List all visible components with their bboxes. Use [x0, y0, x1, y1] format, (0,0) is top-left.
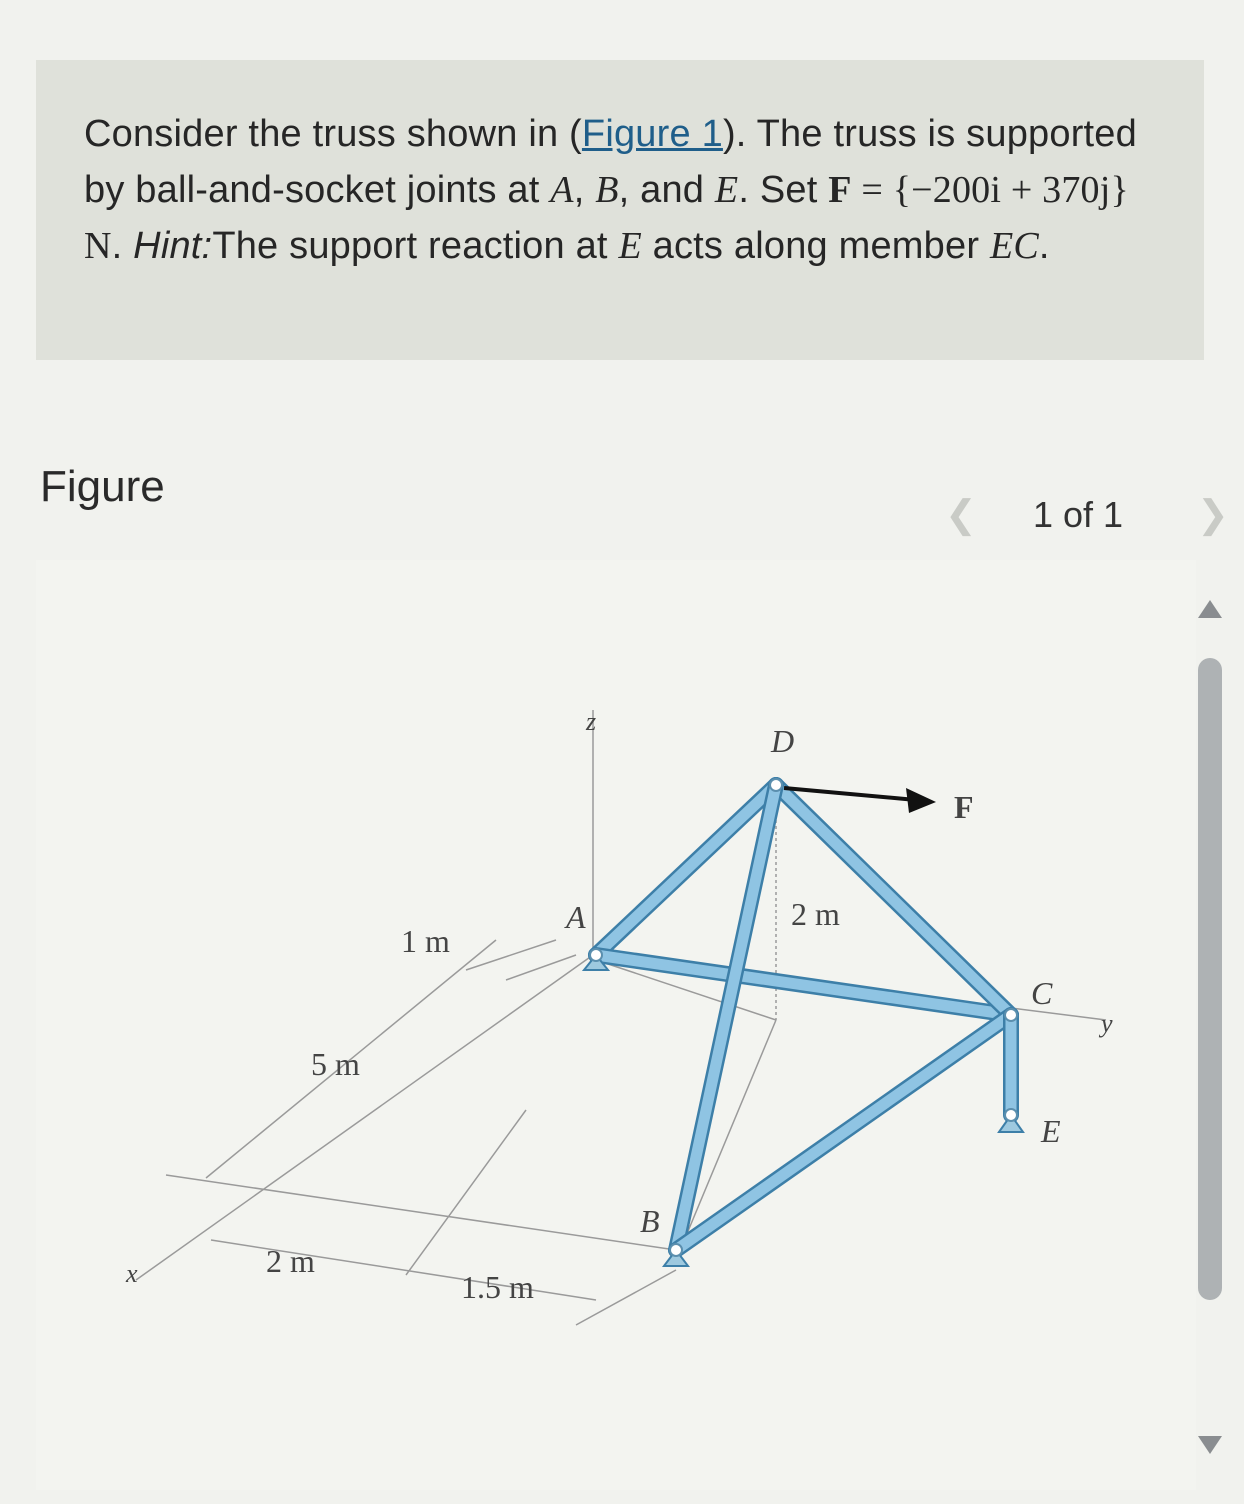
triangle-down-icon[interactable] — [1198, 1436, 1222, 1454]
figure-scrollbar[interactable] — [1192, 596, 1228, 1466]
period: . — [111, 225, 134, 267]
axis-y-label: y — [1101, 1009, 1113, 1038]
joint-a — [590, 949, 602, 961]
label-a: A — [566, 899, 586, 935]
set-word: . Set — [738, 169, 829, 211]
member-symbol: EC — [989, 225, 1039, 267]
dimension-1m-label: 1 m — [401, 923, 450, 959]
dimension-1-5m-line — [576, 1270, 676, 1325]
force-value: {−200i + 370j} N — [84, 169, 1129, 267]
chevron-right-icon[interactable]: ❯ — [1197, 494, 1229, 536]
joints — [590, 779, 1017, 1256]
dimension-5m-label: 5 m — [311, 1046, 360, 1082]
problem-intro: Consider the truss shown in ( — [84, 113, 582, 155]
force-symbol: F — [828, 169, 852, 211]
acts-text: acts along member — [641, 225, 990, 267]
joint-b-symbol: B — [595, 169, 619, 211]
force-arrowhead-icon — [906, 788, 936, 813]
axis-x-label: x — [126, 1259, 138, 1288]
dimension-1m-line — [466, 940, 556, 970]
truss-diagram — [36, 560, 1196, 1490]
problem-support-text: ). The truss is supported by ball-and-socket joints at — [84, 113, 1137, 211]
hint-text: The support reaction at — [212, 225, 619, 267]
label-e: E — [1041, 1113, 1061, 1149]
force-arrow-shaft — [784, 788, 916, 800]
problem-statement-box — [36, 60, 1204, 360]
figure-pagination — [935, 492, 1229, 542]
floor-line — [166, 1175, 676, 1250]
chevron-left-icon[interactable]: ❮ — [945, 494, 977, 536]
comma: , — [573, 169, 596, 211]
label-b: B — [640, 1203, 660, 1239]
floor-line — [406, 1110, 526, 1275]
figure-link[interactable]: Figure 1 — [581, 113, 723, 155]
dimension-1-5m-label: 1.5 m — [461, 1269, 534, 1305]
joint-b — [670, 1244, 682, 1256]
truss-members — [596, 785, 1011, 1250]
equals-sign: = — [851, 169, 893, 211]
label-f: F — [954, 789, 974, 825]
page-indicator: 1 of 1 — [1033, 494, 1124, 535]
label-d: D — [771, 723, 795, 759]
floor-line — [506, 955, 576, 980]
label-c: C — [1031, 975, 1053, 1011]
triangle-up-icon[interactable] — [1198, 600, 1222, 618]
hint-label: Hint: — [133, 225, 213, 267]
joint-e-symbol: E — [714, 169, 739, 211]
joint-e — [1005, 1109, 1017, 1121]
problem-text — [84, 106, 1154, 274]
joint-a-symbol: A — [550, 169, 574, 211]
joint-d — [770, 779, 782, 791]
figure-panel — [36, 560, 1196, 1490]
x-axis-line — [136, 955, 593, 1280]
and-word: , and — [618, 169, 715, 211]
scrollbar-thumb[interactable] — [1198, 658, 1222, 1300]
joint-c — [1005, 1009, 1017, 1021]
hint-joint-symbol: E — [618, 225, 642, 267]
dimension-2m-bottom-label: 2 m — [266, 1243, 315, 1279]
axis-z-label: z — [586, 707, 597, 736]
dimension-2m-label: 2 m — [791, 896, 840, 932]
period: . — [1038, 225, 1050, 267]
figure-heading: Figure — [40, 462, 165, 511]
